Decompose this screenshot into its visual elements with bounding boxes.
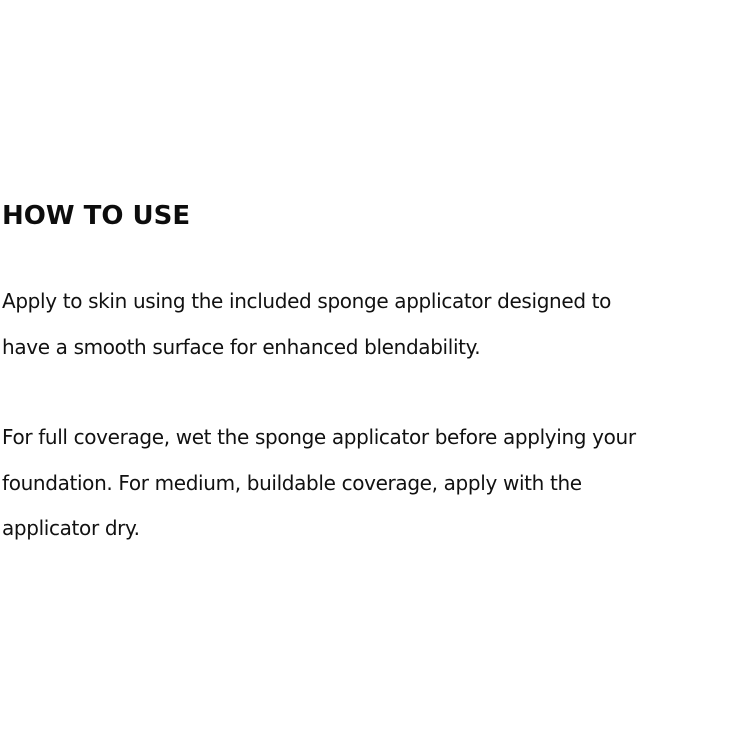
paragraph-line: Apply to skin using the included sponge applicator designed to [2, 289, 612, 313]
paragraph-line: have a smooth surface for enhanced blendability. [2, 334, 481, 359]
instructions-paragraph-1 [2, 279, 747, 370]
paragraph-line: applicator dry. [2, 516, 140, 540]
instructions-paragraph-2 [2, 415, 747, 552]
paragraph-line: For full coverage, wet the sponge applicator before applying your [2, 425, 636, 449]
section-title: HOW TO USE [2, 201, 191, 231]
how-to-use-section [2, 196, 747, 552]
paragraph-line: foundation. For medium, buildable coverage, apply with the [2, 470, 582, 495]
